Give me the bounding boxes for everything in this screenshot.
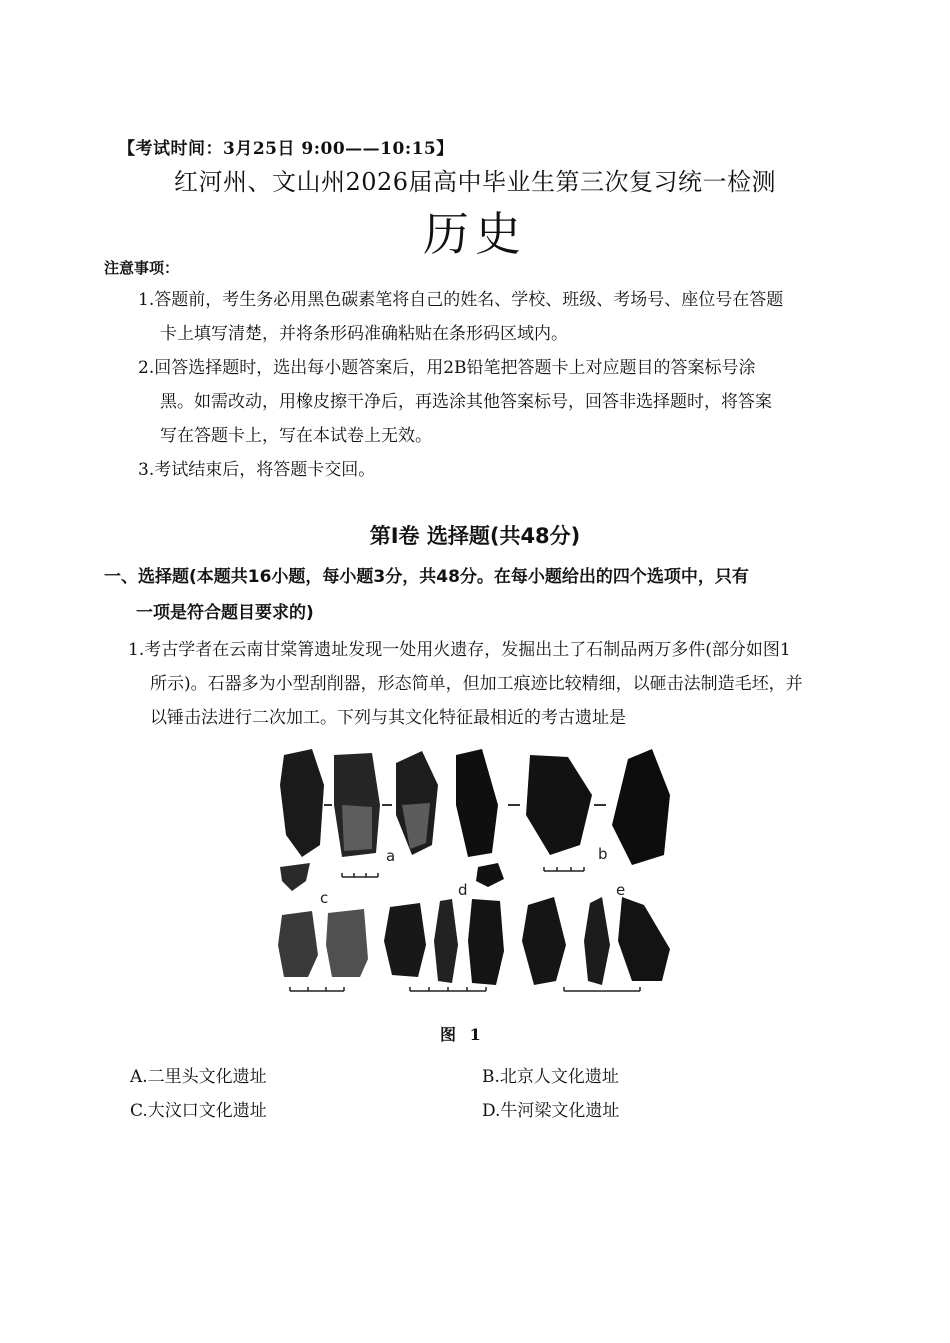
option-a: A.二里头文化遗址 — [130, 1067, 267, 1087]
scale-bar-a — [342, 873, 378, 877]
scale-bar-e — [564, 987, 640, 991]
artifact-c2 — [326, 909, 368, 977]
notice-item-2-line2: 黑。如需改动，用橡皮擦干净后，再选涂其他答案标号，回答非选择题时，将答案 — [160, 392, 772, 412]
subject-title: 历史 — [423, 207, 527, 261]
notice-item-2-line1: 2.回答选择题时，选出每小题答案后，用2B铅笔把答题卡上对应题目的答案标号涂 — [138, 358, 756, 378]
figure-caption: 图 1 — [440, 1025, 485, 1044]
option-c: C.大汶口文化遗址 — [130, 1101, 267, 1121]
notice-heading: 注意事项： — [104, 259, 180, 277]
artifact-e2 — [584, 897, 610, 985]
artifact-c1 — [278, 911, 318, 977]
artifact-d-top — [476, 863, 504, 887]
artifact-b2 — [526, 755, 592, 855]
exam-time: 【考试时间：3月25日 9:00——10:15】 — [118, 139, 454, 159]
notice-item-3-line1: 3.考试结束后，将答题卡交回。 — [138, 460, 376, 480]
figure-label-e: e — [616, 881, 626, 899]
notice-item-1-line1: 1.答题前，考生务必用黑色碳素笔将自己的姓名、学校、班级、考场号、座位号在答题 — [138, 290, 784, 310]
artifact-d2 — [434, 899, 458, 983]
notice-item-1 — [138, 283, 858, 351]
artifact-a2-pattern — [342, 805, 372, 851]
figure-label-c: c — [320, 889, 329, 907]
option-d: D.牛河梁文化遗址 — [482, 1101, 620, 1121]
option-b: B.北京人文化遗址 — [482, 1067, 619, 1087]
notice-item-3 — [138, 453, 858, 487]
artifact-e1 — [522, 897, 566, 985]
artifact-d1 — [384, 903, 426, 977]
figure-label-d: d — [458, 881, 468, 899]
exam-title: 红河州、文山州2026届高中毕业生第三次复习统一检测 — [173, 168, 777, 196]
artifact-a3-pattern — [402, 803, 430, 849]
artifact-c-top — [280, 863, 310, 891]
artifact-e3 — [618, 897, 670, 981]
question-1-line2: 所示)。石器多为小型刮削器，形态简单，但加工痕迹比较精细，以砸击法制造毛坯，并 — [150, 674, 803, 694]
section-title: 第Ⅰ卷 选择题(共48分) — [369, 524, 581, 548]
notice-item-1-line2: 卡上填写清楚，并将条形码准确粘贴在条形码区域内。 — [160, 324, 568, 344]
scale-bar-d — [410, 987, 486, 991]
part-instruction-line2: 一项是符合题目要求的) — [136, 603, 314, 623]
artifact-b1 — [456, 749, 498, 857]
stone-tools-figure — [272, 745, 674, 1007]
part-instruction-line1: 一、选择题(本题共16小题，每小题3分，共48分。在每小题给出的四个选项中，只有 — [104, 567, 749, 587]
question-1-line3: 以锤击法进行二次加工。下列与其文化特征最相近的考古遗址是 — [150, 708, 626, 728]
notice-item-2-line3: 写在答题卡上，写在本试卷上无效。 — [160, 426, 432, 446]
question-1-line1: 1.考古学者在云南甘棠箐遗址发现一处用火遗存，发掘出土了石制品两万多件(部分如图1 — [128, 640, 791, 660]
artifact-a1 — [280, 749, 324, 857]
figure-label-a: a — [386, 847, 396, 865]
figure-label-b: b — [598, 845, 608, 863]
scale-bar-c — [290, 987, 344, 991]
scale-bar-b — [544, 867, 584, 871]
notice-item-2 — [138, 351, 858, 453]
artifact-d3 — [468, 899, 504, 985]
artifact-b3 — [612, 749, 670, 865]
